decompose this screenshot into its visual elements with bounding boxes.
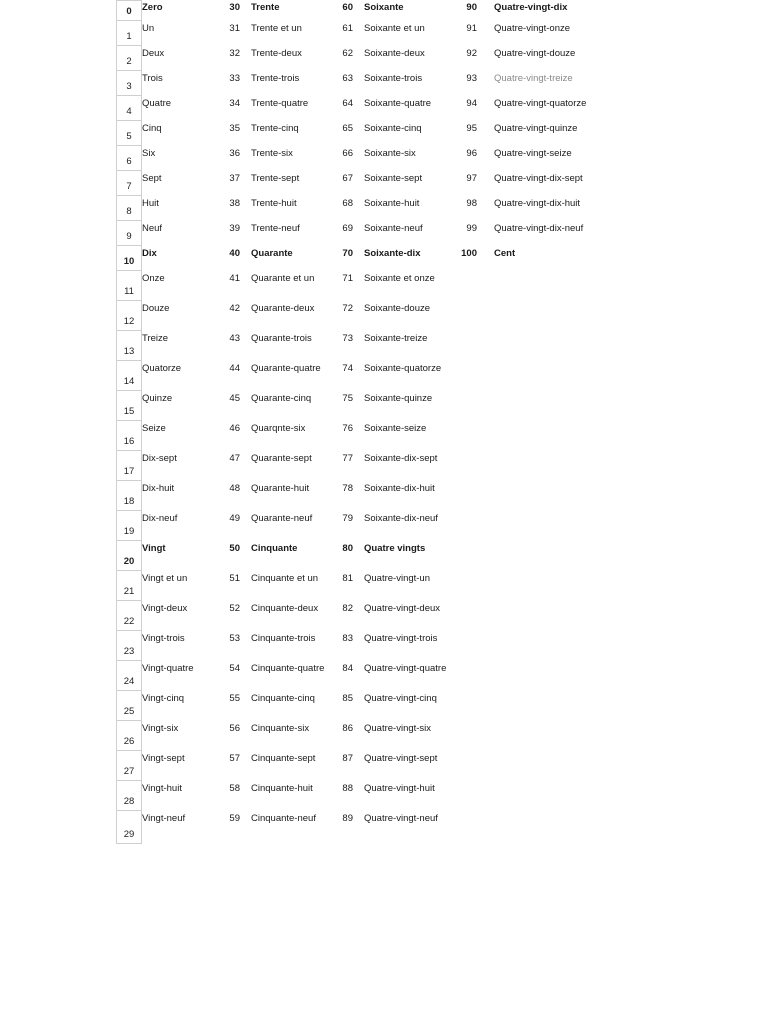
number-cell[interactable]: 60 (342, 2, 353, 13)
number-cell[interactable]: 85 (342, 693, 353, 704)
tens-cell[interactable]: Quatre-vingt-neuf (364, 813, 438, 824)
number-cell[interactable]: 79 (342, 513, 353, 524)
table-row (0, 331, 768, 361)
number-cell[interactable]: 30 (229, 2, 240, 13)
number-cell[interactable]: 69 (342, 223, 353, 234)
number-cell[interactable]: 52 (229, 603, 240, 614)
units-cell[interactable]: Zero (142, 2, 163, 13)
number-cell[interactable]: 82 (342, 603, 353, 614)
tens-cell[interactable]: Soixante et un (364, 23, 425, 34)
row-number: 5 (126, 131, 132, 142)
number-cell[interactable]: 81 (342, 573, 353, 584)
row-number: 29 (123, 829, 135, 840)
tens-cell[interactable]: Quatre-vingt-quatre (364, 663, 447, 674)
number-cell[interactable]: 43 (229, 333, 240, 344)
number-cell[interactable]: 74 (342, 363, 353, 374)
units-cell[interactable]: Neuf (142, 223, 163, 234)
table-row (0, 301, 768, 331)
tens-cell[interactable]: Cinquante-trois (251, 633, 316, 644)
units-cell[interactable]: Vingt et un (142, 573, 188, 584)
table-row (0, 481, 768, 511)
tens-cell[interactable]: Quatre-vingt-cinq (364, 693, 437, 704)
tens-cell[interactable]: Soixante-sept (364, 173, 423, 184)
units-cell[interactable]: Vingt (142, 543, 166, 554)
number-cell[interactable]: 37 (229, 173, 240, 184)
number-cell[interactable]: 59 (229, 813, 240, 824)
table-row (0, 146, 768, 171)
row-number: 15 (123, 406, 135, 417)
table-row (0, 781, 768, 811)
tens-cell[interactable]: Quatre-vingt-six (364, 723, 432, 734)
number-cell[interactable]: 71 (342, 273, 353, 284)
number-cell[interactable]: 77 (342, 453, 353, 464)
tens-cell[interactable]: Quatre-vingt-dix-sept (494, 173, 583, 184)
table-row (0, 721, 768, 751)
number-cell[interactable]: 45 (229, 393, 240, 404)
table-row (0, 121, 768, 146)
tens-cell[interactable]: Soixante-seize (364, 423, 427, 434)
table-row (0, 96, 768, 121)
tens-cell[interactable]: Quarante-neuf (251, 513, 313, 524)
row-number: 27 (123, 766, 135, 777)
row-number: 18 (123, 496, 135, 507)
tens-cell[interactable]: Quatre-vingt-un (364, 573, 431, 584)
units-cell[interactable]: Onze (142, 273, 165, 284)
number-cell[interactable]: 33 (229, 73, 240, 84)
number-cell[interactable]: 68 (342, 198, 353, 209)
number-cell[interactable]: 56 (229, 723, 240, 734)
tens-cell[interactable]: Soixante-deux (364, 48, 425, 59)
number-cell[interactable]: 44 (229, 363, 240, 374)
tens-cell[interactable]: Trente-trois (251, 73, 300, 84)
row-number: 6 (126, 156, 132, 167)
tens-cell[interactable]: Cinquante (251, 543, 298, 554)
units-cell[interactable]: Trois (142, 73, 163, 84)
row-number: 16 (123, 436, 135, 447)
number-cell[interactable]: 58 (229, 783, 240, 794)
tens-cell[interactable]: Cinquante-deux (251, 603, 319, 614)
number-cell[interactable]: 96 (466, 148, 477, 159)
units-cell[interactable]: Vingt-cinq (142, 693, 185, 704)
number-cell[interactable]: 39 (229, 223, 240, 234)
number-cell[interactable]: 80 (342, 543, 353, 554)
table-row (0, 221, 768, 246)
tens-cell[interactable]: Cinquante-neuf (251, 813, 316, 824)
units-cell[interactable]: Seize (142, 423, 166, 434)
number-cell[interactable]: 75 (342, 393, 353, 404)
number-cell[interactable]: 48 (229, 483, 240, 494)
number-cell[interactable]: 63 (342, 73, 353, 84)
tens-cell[interactable]: Trente et un (251, 23, 302, 34)
row-number: 26 (123, 736, 135, 747)
number-cell[interactable]: 78 (342, 483, 353, 494)
number-cell[interactable]: 100 (461, 248, 477, 259)
number-cell[interactable]: 83 (342, 633, 353, 644)
table-row (0, 511, 768, 541)
number-cell[interactable]: 47 (229, 453, 240, 464)
tens-cell[interactable]: Trente-quatre (251, 98, 309, 109)
row-number: 0 (126, 6, 132, 17)
tens-cell[interactable]: Cinquante-huit (251, 783, 313, 794)
row-number: 9 (126, 231, 132, 242)
table-row (0, 0, 768, 21)
number-cell[interactable]: 91 (466, 23, 477, 34)
number-cell[interactable]: 55 (229, 693, 240, 704)
number-cell[interactable]: 61 (342, 23, 353, 34)
row-number: 25 (123, 706, 135, 717)
table-row (0, 271, 768, 301)
tens-cell[interactable]: Quatre-vingt-quinze (494, 123, 578, 134)
tens-cell[interactable]: Trente-neuf (251, 223, 300, 234)
tens-cell[interactable]: Trente-cinq (251, 123, 299, 134)
units-cell[interactable]: Vingt-neuf (142, 813, 186, 824)
tens-cell[interactable]: Quarqnte-six (251, 423, 306, 434)
number-cell[interactable]: 38 (229, 198, 240, 209)
tens-cell[interactable]: Quatre-vingt-dix-neuf (494, 223, 584, 234)
number-cell[interactable]: 86 (342, 723, 353, 734)
tens-cell[interactable]: Cent (494, 248, 516, 259)
tens-cell[interactable]: Quatre-vingt-onze (494, 23, 571, 34)
number-cell[interactable]: 31 (229, 23, 240, 34)
tens-cell[interactable]: Cinquante et un (251, 573, 319, 584)
number-cell[interactable]: 98 (466, 198, 477, 209)
number-cell[interactable]: 62 (342, 48, 353, 59)
number-cell[interactable]: 66 (342, 148, 353, 159)
number-cell[interactable]: 41 (229, 273, 240, 284)
table-row (0, 811, 768, 844)
table-row (0, 691, 768, 721)
units-cell[interactable]: Dix-neuf (142, 513, 178, 524)
tens-cell[interactable]: Quatre-vingt-trois (364, 633, 438, 644)
number-cell[interactable]: 97 (466, 173, 477, 184)
table-row (0, 46, 768, 71)
table-row (0, 631, 768, 661)
number-cell[interactable]: 42 (229, 303, 240, 314)
tens-cell[interactable]: Soixante-dix (364, 248, 421, 259)
units-cell[interactable]: Dix-sept (142, 453, 177, 464)
number-cell[interactable]: 57 (229, 753, 240, 764)
table-row (0, 751, 768, 781)
units-cell[interactable]: Six (142, 148, 156, 159)
tens-cell[interactable]: Quatre-vingt-huit (364, 783, 435, 794)
tens-cell[interactable]: Soixante-cinq (364, 123, 422, 134)
number-cell[interactable]: 32 (229, 48, 240, 59)
tens-cell[interactable]: Quarante-deux (251, 303, 315, 314)
row-number: 11 (124, 286, 134, 297)
tens-cell[interactable]: Quarante-huit (251, 483, 310, 494)
number-cell[interactable]: 88 (342, 783, 353, 794)
tens-cell[interactable]: Quarante (251, 248, 293, 259)
number-cell[interactable]: 73 (342, 333, 353, 344)
tens-cell[interactable]: Soixante-six (364, 148, 416, 159)
row-number: 20 (123, 556, 135, 567)
tens-cell[interactable]: Quatre-vingt-dix-huit (494, 198, 581, 209)
row-number: 23 (123, 646, 135, 657)
tens-cell[interactable]: Quatre-vingt-sept (364, 753, 438, 764)
tens-cell[interactable]: Trente-deux (251, 48, 302, 59)
units-cell[interactable]: Quatorze (142, 363, 182, 374)
units-cell[interactable]: Huit (142, 198, 159, 209)
number-cell[interactable]: 64 (342, 98, 353, 109)
number-cell[interactable]: 94 (466, 98, 477, 109)
tens-cell[interactable]: Soixante-trois (364, 73, 423, 84)
tens-cell[interactable]: Soixante-dix-sept (364, 453, 438, 464)
tens-cell[interactable]: Soixante-douze (364, 303, 431, 314)
tens-cell[interactable]: Quarante-quatre (251, 363, 321, 374)
tens-cell[interactable]: Trente-six (251, 148, 293, 159)
number-cell[interactable]: 54 (229, 663, 240, 674)
tens-cell[interactable]: Soixante-dix-neuf (364, 513, 438, 524)
number-cell[interactable]: 76 (342, 423, 353, 434)
tens-cell[interactable]: Soixante et onze (364, 273, 435, 284)
tens-cell[interactable]: Soixante-quatorze (364, 363, 442, 374)
tens-cell[interactable]: Cinquante-sept (251, 753, 316, 764)
table-row (0, 661, 768, 691)
table-row (0, 21, 768, 46)
table-row (0, 196, 768, 221)
number-cell[interactable]: 93 (466, 73, 477, 84)
row-number: 3 (126, 81, 132, 92)
row-number: 14 (123, 376, 135, 387)
units-cell[interactable]: Vingt-huit (142, 783, 182, 794)
number-cell[interactable]: 35 (229, 123, 240, 134)
tens-cell[interactable]: Quatre-vingt-quatorze (494, 98, 587, 109)
units-cell[interactable]: Treize (142, 333, 169, 344)
row-number: 13 (123, 346, 135, 357)
tens-cell[interactable]: Quarante-cinq (251, 393, 312, 404)
tens-cell[interactable]: Quarante-sept (251, 453, 312, 464)
tens-cell[interactable]: Soixante-dix-huit (364, 483, 435, 494)
number-cell[interactable]: 34 (229, 98, 240, 109)
row-number: 10 (123, 256, 135, 267)
units-cell[interactable]: Vingt-sept (142, 753, 185, 764)
tens-cell[interactable]: Trente-huit (251, 198, 297, 209)
number-cell[interactable]: 40 (229, 248, 240, 259)
units-cell[interactable]: Sept (142, 173, 162, 184)
number-cell[interactable]: 99 (466, 223, 477, 234)
tens-cell[interactable]: Quarante et un (251, 273, 315, 284)
units-cell[interactable]: Deux (142, 48, 165, 59)
tens-cell[interactable]: Quatre-vingt-treize (494, 73, 573, 84)
tens-cell[interactable]: Quatre-vingt-douze (494, 48, 576, 59)
row-number: 24 (123, 676, 135, 687)
units-cell[interactable]: Quatre (142, 98, 172, 109)
units-cell[interactable]: Cinq (142, 123, 162, 134)
number-cell[interactable]: 89 (342, 813, 353, 824)
number-cell[interactable]: 67 (342, 173, 353, 184)
number-cell[interactable]: 65 (342, 123, 353, 134)
units-cell[interactable]: Vingt-quatre (142, 663, 194, 674)
number-cell[interactable]: 49 (229, 513, 240, 524)
row-number: 8 (126, 206, 132, 217)
tens-cell[interactable]: Quatre-vingt-deux (364, 603, 441, 614)
table-row (0, 601, 768, 631)
table-row (0, 71, 768, 96)
number-cell[interactable]: 90 (466, 2, 477, 13)
tens-cell[interactable]: Quatre vingts (364, 543, 426, 554)
units-cell[interactable]: Vingt-deux (142, 603, 188, 614)
table-row (0, 171, 768, 196)
row-number: 12 (123, 316, 135, 327)
row-number: 2 (126, 56, 132, 67)
row-number: 28 (123, 796, 135, 807)
number-cell[interactable]: 92 (466, 48, 477, 59)
tens-cell[interactable]: Quarante-trois (251, 333, 312, 344)
number-cell[interactable]: 36 (229, 148, 240, 159)
number-cell[interactable]: 51 (229, 573, 240, 584)
number-cell[interactable]: 72 (342, 303, 353, 314)
row-number: 4 (126, 106, 132, 117)
tens-cell[interactable]: Soixante-quinze (364, 393, 433, 404)
table-row (0, 571, 768, 601)
number-cell[interactable]: 53 (229, 633, 240, 644)
row-number: 21 (123, 586, 135, 597)
tens-cell[interactable]: Soixante-treize (364, 333, 428, 344)
units-cell[interactable]: Dix (142, 248, 157, 259)
tens-cell[interactable]: Cinquante-six (251, 723, 310, 734)
number-cell[interactable]: 95 (466, 123, 477, 134)
row-number: 1 (126, 31, 132, 42)
units-cell[interactable]: Dix-huit (142, 483, 175, 494)
row-number: 17 (123, 466, 135, 477)
table-row (0, 451, 768, 481)
table-row (0, 246, 768, 271)
tens-cell[interactable]: Cinquante-cinq (251, 693, 315, 704)
tens-cell[interactable]: Soixante-quatre (364, 98, 432, 109)
units-cell[interactable]: Vingt-six (142, 723, 179, 734)
number-cell[interactable]: 70 (342, 248, 353, 259)
table-row (0, 421, 768, 451)
tens-cell[interactable]: Soixante-huit (364, 198, 420, 209)
tens-cell[interactable]: Quatre-vingt-seize (494, 148, 572, 159)
row-number: 19 (123, 526, 135, 537)
number-cell[interactable]: 84 (342, 663, 353, 674)
number-cell[interactable]: 46 (229, 423, 240, 434)
tens-cell[interactable]: Cinquante-quatre (251, 663, 325, 674)
tens-cell[interactable]: Trente-sept (251, 173, 300, 184)
table-row (0, 391, 768, 421)
tens-cell[interactable]: Soixante (364, 2, 404, 13)
tens-cell[interactable]: Soixante-neuf (364, 223, 423, 234)
tens-cell[interactable]: Quatre-vingt-dix (494, 2, 568, 13)
row-number: 22 (123, 616, 135, 627)
units-cell[interactable]: Douze (142, 303, 170, 314)
table-row (0, 541, 768, 571)
tens-cell[interactable]: Trente (251, 2, 280, 13)
number-cell[interactable]: 87 (342, 753, 353, 764)
units-cell[interactable]: Vingt-trois (142, 633, 185, 644)
units-cell[interactable]: Quinze (142, 393, 173, 404)
units-cell[interactable]: Un (142, 23, 155, 34)
row-number: 7 (126, 181, 132, 192)
table-row (0, 361, 768, 391)
number-cell[interactable]: 50 (229, 543, 240, 554)
